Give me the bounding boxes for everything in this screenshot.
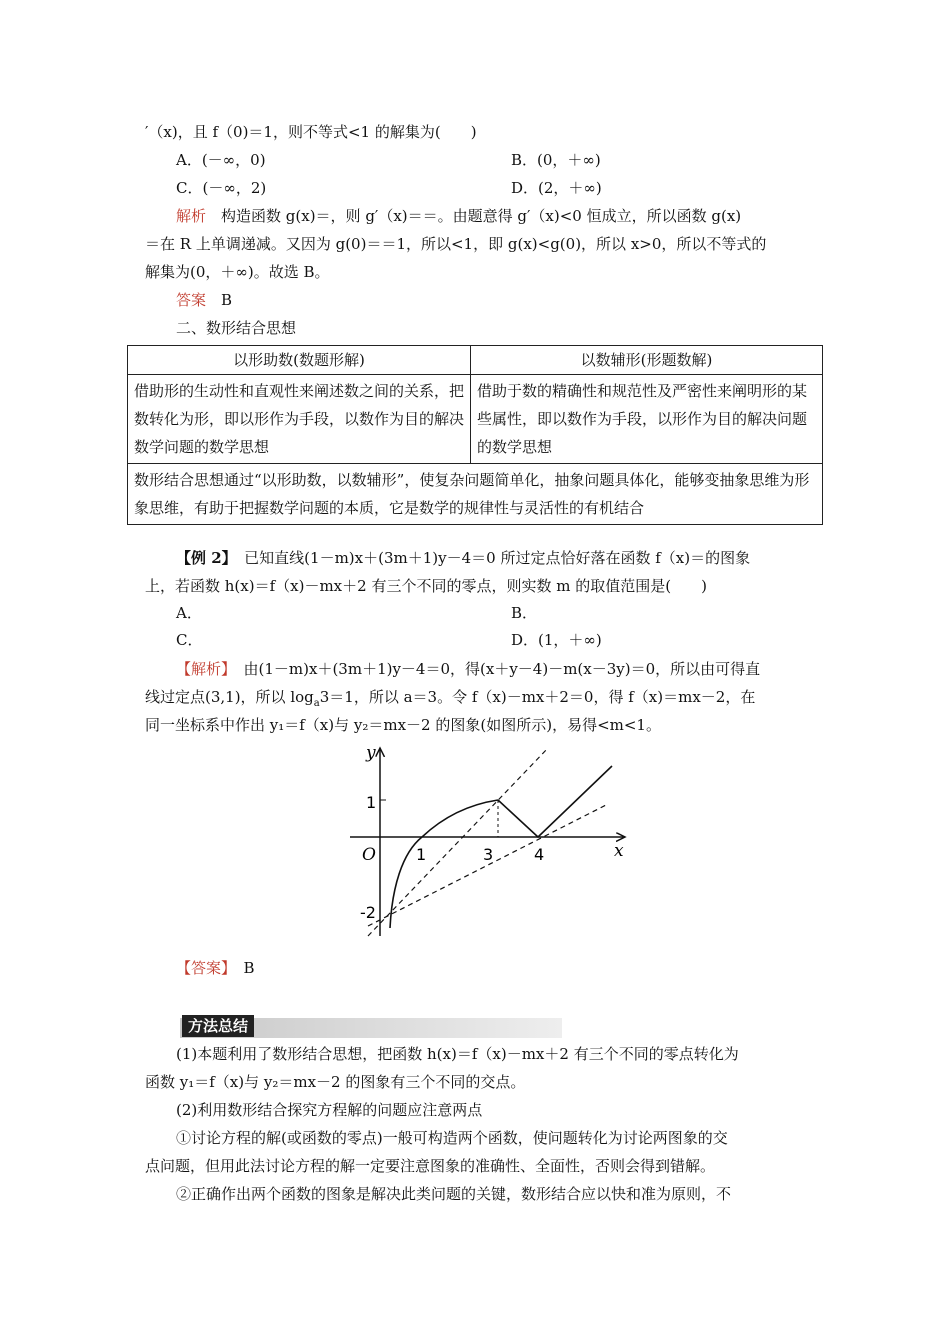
summary-line-1b: 函数 y₁＝f（x)与 y₂＝mx－2 的图象有三个不同的交点。: [145, 1073, 526, 1091]
ex2-analysis-text1: 由(1－m)x＋(3m＋1)y－4＝0，得(x＋y－4)－m(x－3y)＝0，所以由可得直: [228, 660, 761, 678]
ex2-text1: 已知直线(1－m)x＋(3m＋1)y－4＝0 所过定点恰好落在函数 f（x)＝的图象: [229, 549, 751, 567]
curve-v: [498, 766, 612, 837]
ex2-line2: 上，若函数 h(x)＝f（x)－mx＋2 有三个不同的零点，则实数 m 的取值范围是( ): [145, 577, 707, 595]
tick-label-x4: 4: [534, 845, 545, 864]
ex2-option-c: C．: [176, 631, 203, 649]
q1-stem: ′（x)，且 f（0)＝1，则不等式<1 的解集为( ): [145, 123, 477, 141]
tick-label-x1: 1: [416, 845, 427, 864]
tick-label-x3: 3: [483, 845, 494, 864]
summary-line-1a: (1)本题利用了数形结合思想，把函数 h(x)＝f（x)－mx＋2 有三个不同的零点转化为: [176, 1045, 739, 1063]
curve-arc: [422, 800, 498, 837]
ex2-analysis-line3: 同一坐标系中作出 y₁＝f（x)与 y₂＝mx－2 的图象(如图所示)，易得<m<1。: [145, 716, 661, 734]
summary-line-4: ②正确作出两个函数的图象是解决此类问题的关键，数形结合应以快和准为原则，不: [176, 1185, 732, 1203]
q1-option-b: B．(0，＋∞): [511, 151, 601, 169]
ex2-label: 【例 2】: [176, 549, 230, 567]
table-header-right: 以数辅形(形题数解): [471, 346, 823, 375]
y-axis-label: y: [366, 743, 376, 763]
ex2-answer-value: B: [228, 959, 255, 977]
analysis-text: 构造函数 g(x)＝，则 g′（x)＝＝。由题意得 g′（x)<0 恒成立，所以函数 g(x): [206, 207, 742, 225]
q1-analysis-line3: 解集为(0，＋∞)。故选 B。: [145, 263, 330, 281]
ex2-answer-label: 【答案】: [176, 959, 229, 977]
q1-option-d: D．(2，＋∞): [511, 179, 602, 197]
q1-analysis-line1: [176, 206, 741, 226]
summary-title: 方法总结: [182, 1015, 254, 1037]
q1-analysis-line2: ＝在 R 上单调递减。又因为 g(0)＝＝1，所以<1，即 g(x)<g(0)，所以 x>0，所以不等式的: [145, 235, 767, 253]
section-title: 二、数形结合思想: [176, 319, 297, 337]
ex2-option-d: D．(1，＋∞): [511, 631, 602, 649]
table-header-left: 以形助数(数题形解): [128, 346, 471, 375]
x-axis-label: x: [614, 841, 624, 861]
ex2-analysis-line1: [176, 659, 760, 679]
ex2-analysis-text2: 线过定点(3,1)，所以 log: [145, 688, 314, 706]
comparison-table: [127, 345, 823, 525]
summary-line-3b: 点问题，但用此法讨论方程的解一定要注意图象的准确性、全面性，否则会得到错解。: [145, 1157, 716, 1175]
table-footer: 数形结合思想通过“以形助数，以数辅形”，使复杂问题简单化，抽象问题具体化，能够变抽象思维为形象思维，有助于把握数学问题的本质，它是数学的规律性与灵活性的有机结合: [128, 464, 823, 525]
ex2-option-b: B．: [511, 604, 538, 622]
analysis-label: 解析: [176, 207, 207, 225]
function-graph: [340, 738, 640, 938]
summary-line-3a: ①讨论方程的解(或函数的零点)一般可构造两个函数，使问题转化为讨论两图象的交: [176, 1129, 728, 1147]
table-cell-right: 借助于数的精确性和规范性及严密性来阐明形的某些属性，即以数作为手段，以形作为目的解决问题的数学思想: [471, 375, 823, 464]
ex2-option-a: A．: [176, 604, 202, 622]
dashed-line-shallow: [368, 804, 608, 926]
answer-value: B: [206, 291, 233, 309]
answer-label: 答案: [176, 291, 207, 309]
table-cell-left: 借助形的生动性和直观性来阐述数之间的关系，把数转化为形，即以形作为手段，以数作为目的解决数学问题的数学思想: [128, 375, 471, 464]
origin-label: O: [362, 845, 376, 865]
q1-option-c: C．(－∞，2): [176, 179, 267, 197]
summary-line-2: (2)利用数形结合探究方程解的问题应注意两点: [176, 1101, 483, 1119]
log-base: a: [313, 698, 320, 709]
q1-option-a: A．(－∞，0): [176, 151, 266, 169]
ex2-analysis-label: 【解析】: [176, 660, 229, 678]
ex2-analysis-text2b: 3＝1，所以 a＝3。令 f（x)－mx＋2＝0，得 f（x)＝mx－2，在: [319, 688, 756, 706]
ex2-answer: [176, 958, 255, 978]
tick-label-y1: 1: [366, 793, 377, 812]
q1-answer: [176, 290, 232, 310]
tick-label-ym2: -2: [360, 903, 376, 922]
dashed-line-steep: [368, 748, 548, 936]
ex2-analysis-line2: [145, 687, 755, 714]
ex2-line1: [176, 548, 750, 568]
